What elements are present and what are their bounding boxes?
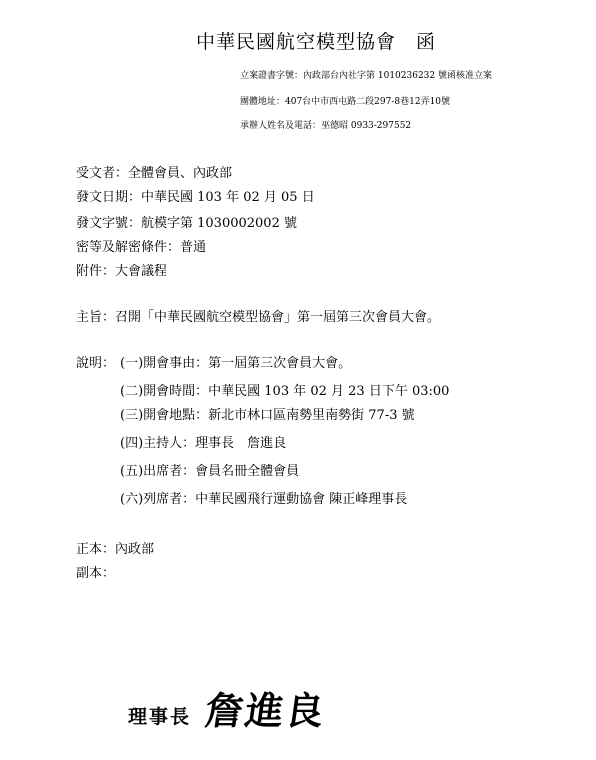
- original-recipient-line: 正本：內政部: [76, 542, 155, 557]
- explanation-item: (二)開會時間：中華民國 103 年 02 月 23 日下午 03:00: [120, 384, 450, 399]
- explanation-item: (三)開會地點：新北市林口區南勢里南勢街 77-3 號: [120, 408, 415, 423]
- explanation-item: (五)出席者：會員名冊全體會員: [120, 464, 300, 479]
- subject-line: 主旨：召開「中華民國航空模型協會」第一屆第三次會員大會。: [76, 310, 441, 325]
- signature-title: 理事長: [128, 706, 192, 728]
- address-line: 團體地址：407台中市西屯路二段297-8巷12弄10號: [240, 97, 451, 107]
- date-line: 發文日期：中華民國 103 年 02 月 05 日: [76, 190, 315, 205]
- explanation-label: 說明：: [76, 356, 116, 371]
- explanation-item: (一)開會事由：第一屆第三次會員大會。: [120, 356, 352, 371]
- recipient-line: 受文者：全體會員、內政部: [76, 166, 233, 181]
- registration-line: 立案證書字號：內政部台內社字第 1010236232 號函核准立案: [240, 71, 492, 81]
- explanation-item: (六)列席者：中華民國飛行運動協會 陳正峰理事長: [120, 492, 408, 507]
- secrecy-line: 密等及解密條件：普通: [76, 240, 207, 255]
- doc-number-line: 發文字號：航模字第 1030002002 號: [76, 216, 297, 231]
- explanation-item: (四)主持人：理事長 詹進良: [120, 436, 287, 451]
- org-title: 中華民國航空模型協會: [196, 31, 397, 53]
- doc-type: 函: [416, 31, 437, 53]
- document-title: [196, 27, 436, 54]
- copy-recipient-line: 副本：: [76, 566, 116, 581]
- contact-line: 承辦人姓名及電話：巫德昭 0933-297552: [240, 121, 412, 131]
- signature-name: 詹進良: [202, 689, 329, 733]
- attachment-line: 附件：大會議程: [76, 264, 168, 279]
